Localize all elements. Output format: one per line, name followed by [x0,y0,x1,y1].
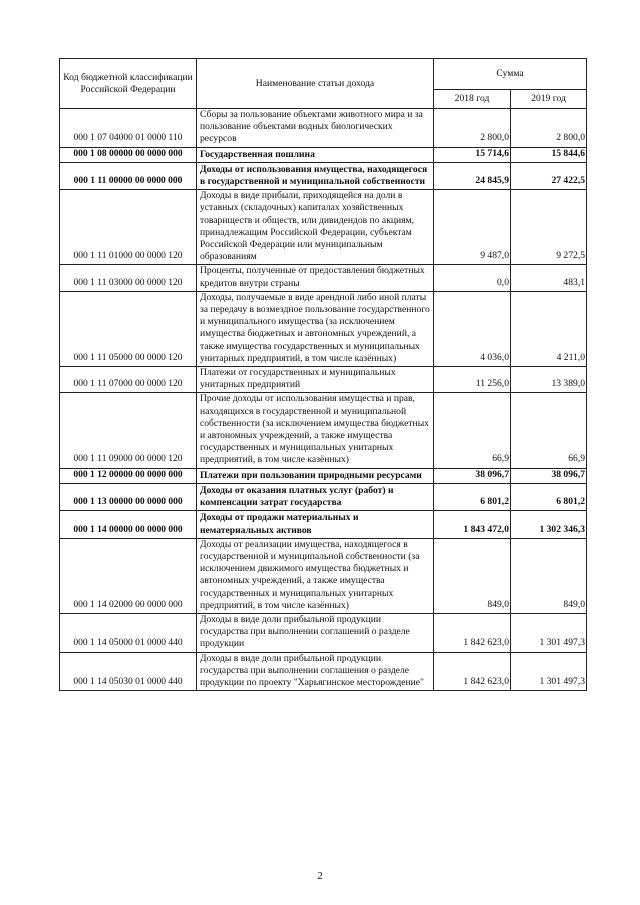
row-amount-2019: 66,9 [511,393,587,468]
row-amount-2019: 1 301 497,3 [511,613,587,652]
table-row [60,511,587,538]
row-code: 000 1 14 02000 00 0000 000 [60,538,197,613]
row-name: Сборы за пользование объектами животного мира и за пользование объектами водных биологических ресурсов [197,109,434,148]
row-amount-2019: 483,1 [511,265,587,291]
row-amount-2018: 2 800,0 [434,109,511,148]
table-row [60,538,587,613]
row-amount-2019: 849,0 [511,538,587,613]
row-amount-2019: 27 422,5 [511,162,587,189]
table-row [60,652,587,691]
row-name: Проценты, полученные от предоставления бюджетных кредитов внутри страны [197,265,434,291]
row-name: Платежи от государственных и муниципальных унитарных предприятий [197,367,434,393]
row-name: Доходы от продажи материальных и нематериальных активов [197,511,434,538]
row-code: 000 1 11 07000 00 0000 120 [60,367,197,393]
row-amount-2019: 4 211,0 [511,291,587,366]
row-amount-2019: 13 389,0 [511,367,587,393]
table-row [60,367,587,393]
row-amount-2018: 66,9 [434,393,511,468]
row-name: Прочие доходы от использования имущества и прав, находящихся в государственной и муниципальной собственности (за исключением имущества бюджетных и автономных учреждений, а также имущества государственных и муниципальных унитарных предприятий, в том числе казённых) [197,393,434,468]
row-code: 000 1 12 00000 00 0000 000 [60,468,197,483]
row-code: 000 1 14 05030 01 0000 440 [60,652,197,691]
row-code: 000 1 11 01000 00 0000 120 [60,190,197,265]
row-amount-2019: 1 302 346,3 [511,511,587,538]
table-row [60,190,587,265]
table-body [60,109,587,691]
row-amount-2018: 15 714,6 [434,147,511,162]
row-code: 000 1 08 00000 00 0000 000 [60,147,197,162]
table-row [60,468,587,483]
row-amount-2018: 4 036,0 [434,291,511,366]
row-code: 000 1 11 00000 00 0000 000 [60,162,197,189]
table-row [60,393,587,468]
row-amount-2019: 15 844,6 [511,147,587,162]
header-sum: Сумма [434,59,587,90]
header-year-2019: 2019 год [511,90,587,109]
header-year-2018: 2018 год [434,90,511,109]
row-code: 000 1 11 03000 00 0000 120 [60,265,197,291]
header-name: Наименование статьи дохода [197,59,434,109]
row-name: Доходы, получаемые в виде арендной либо иной платы за передачу в возмездное пользование государственного и муниципального имущества (за исключением имущества бюджетных и автономных учреждений, а также имущества государственных и муниципальных унитарных предприятий, в том числе казённых) [197,291,434,366]
row-amount-2019: 2 800,0 [511,109,587,148]
row-name: Доходы от использования имущества, находящегося в государственной и муниципальной собственности [197,162,434,189]
row-code: 000 1 07 04000 01 0000 110 [60,109,197,148]
row-code: 000 1 14 05000 01 0000 440 [60,613,197,652]
table-row [60,265,587,291]
row-amount-2018: 24 845,9 [434,162,511,189]
row-name: Доходы в виде доли прибыльной продукции государства при выполнении соглашений о разделе продукции [197,613,434,652]
row-amount-2019: 38 096,7 [511,468,587,483]
row-amount-2018: 6 801,2 [434,483,511,510]
row-amount-2018: 9 487,0 [434,190,511,265]
table-row [60,109,587,148]
row-name: Доходы от реализации имущества, находящегося в государственной и муниципальной собственности (за исключением движимого имущества бюджетных и автономных учреждений, а также имущества государственных и муниципальных унитарных предприятий, в том числе казённых) [197,538,434,613]
row-amount-2018: 11 256,0 [434,367,511,393]
row-amount-2018: 0,0 [434,265,511,291]
row-name: Доходы в виде прибыли, приходящейся на доли в уставных (складочных) капиталах хозяйственных товариществ и обществ, или дивидендов по акциям, принадлежащим Российской Федерации, субъектам Российской Федерации или муниципальным образованиям [197,190,434,265]
table-row [60,613,587,652]
row-amount-2018: 1 842 623,0 [434,613,511,652]
row-name: Платежи при пользовании природными ресурсами [197,468,434,483]
table-row [60,162,587,189]
row-code: 000 1 14 00000 00 0000 000 [60,511,197,538]
row-code: 000 1 11 09000 00 0000 120 [60,393,197,468]
table-row [60,483,587,510]
table-row [60,147,587,162]
row-amount-2018: 1 843 472,0 [434,511,511,538]
row-amount-2019: 9 272,5 [511,190,587,265]
row-amount-2018: 849,0 [434,538,511,613]
row-name: Доходы от оказания платных услуг (работ) и компенсации затрат государства [197,483,434,510]
row-code: 000 1 13 00000 00 0000 000 [60,483,197,510]
row-amount-2019: 1 301 497,3 [511,652,587,691]
page-number: 2 [317,870,323,882]
row-amount-2018: 38 096,7 [434,468,511,483]
header-code: Код бюджетной классификации Российской Федерации [60,59,197,109]
row-amount-2018: 1 842 623,0 [434,652,511,691]
row-code: 000 1 11 05000 00 0000 120 [60,291,197,366]
revenue-table [59,58,587,691]
row-name: Государственная пошлина [197,147,434,162]
row-name: Доходы в виде доли прибыльной продукции государства при выполнении соглашения о разделе продукции по проекту "Харьягинское месторождение" [197,652,434,691]
row-amount-2019: 6 801,2 [511,483,587,510]
table-row [60,291,587,366]
